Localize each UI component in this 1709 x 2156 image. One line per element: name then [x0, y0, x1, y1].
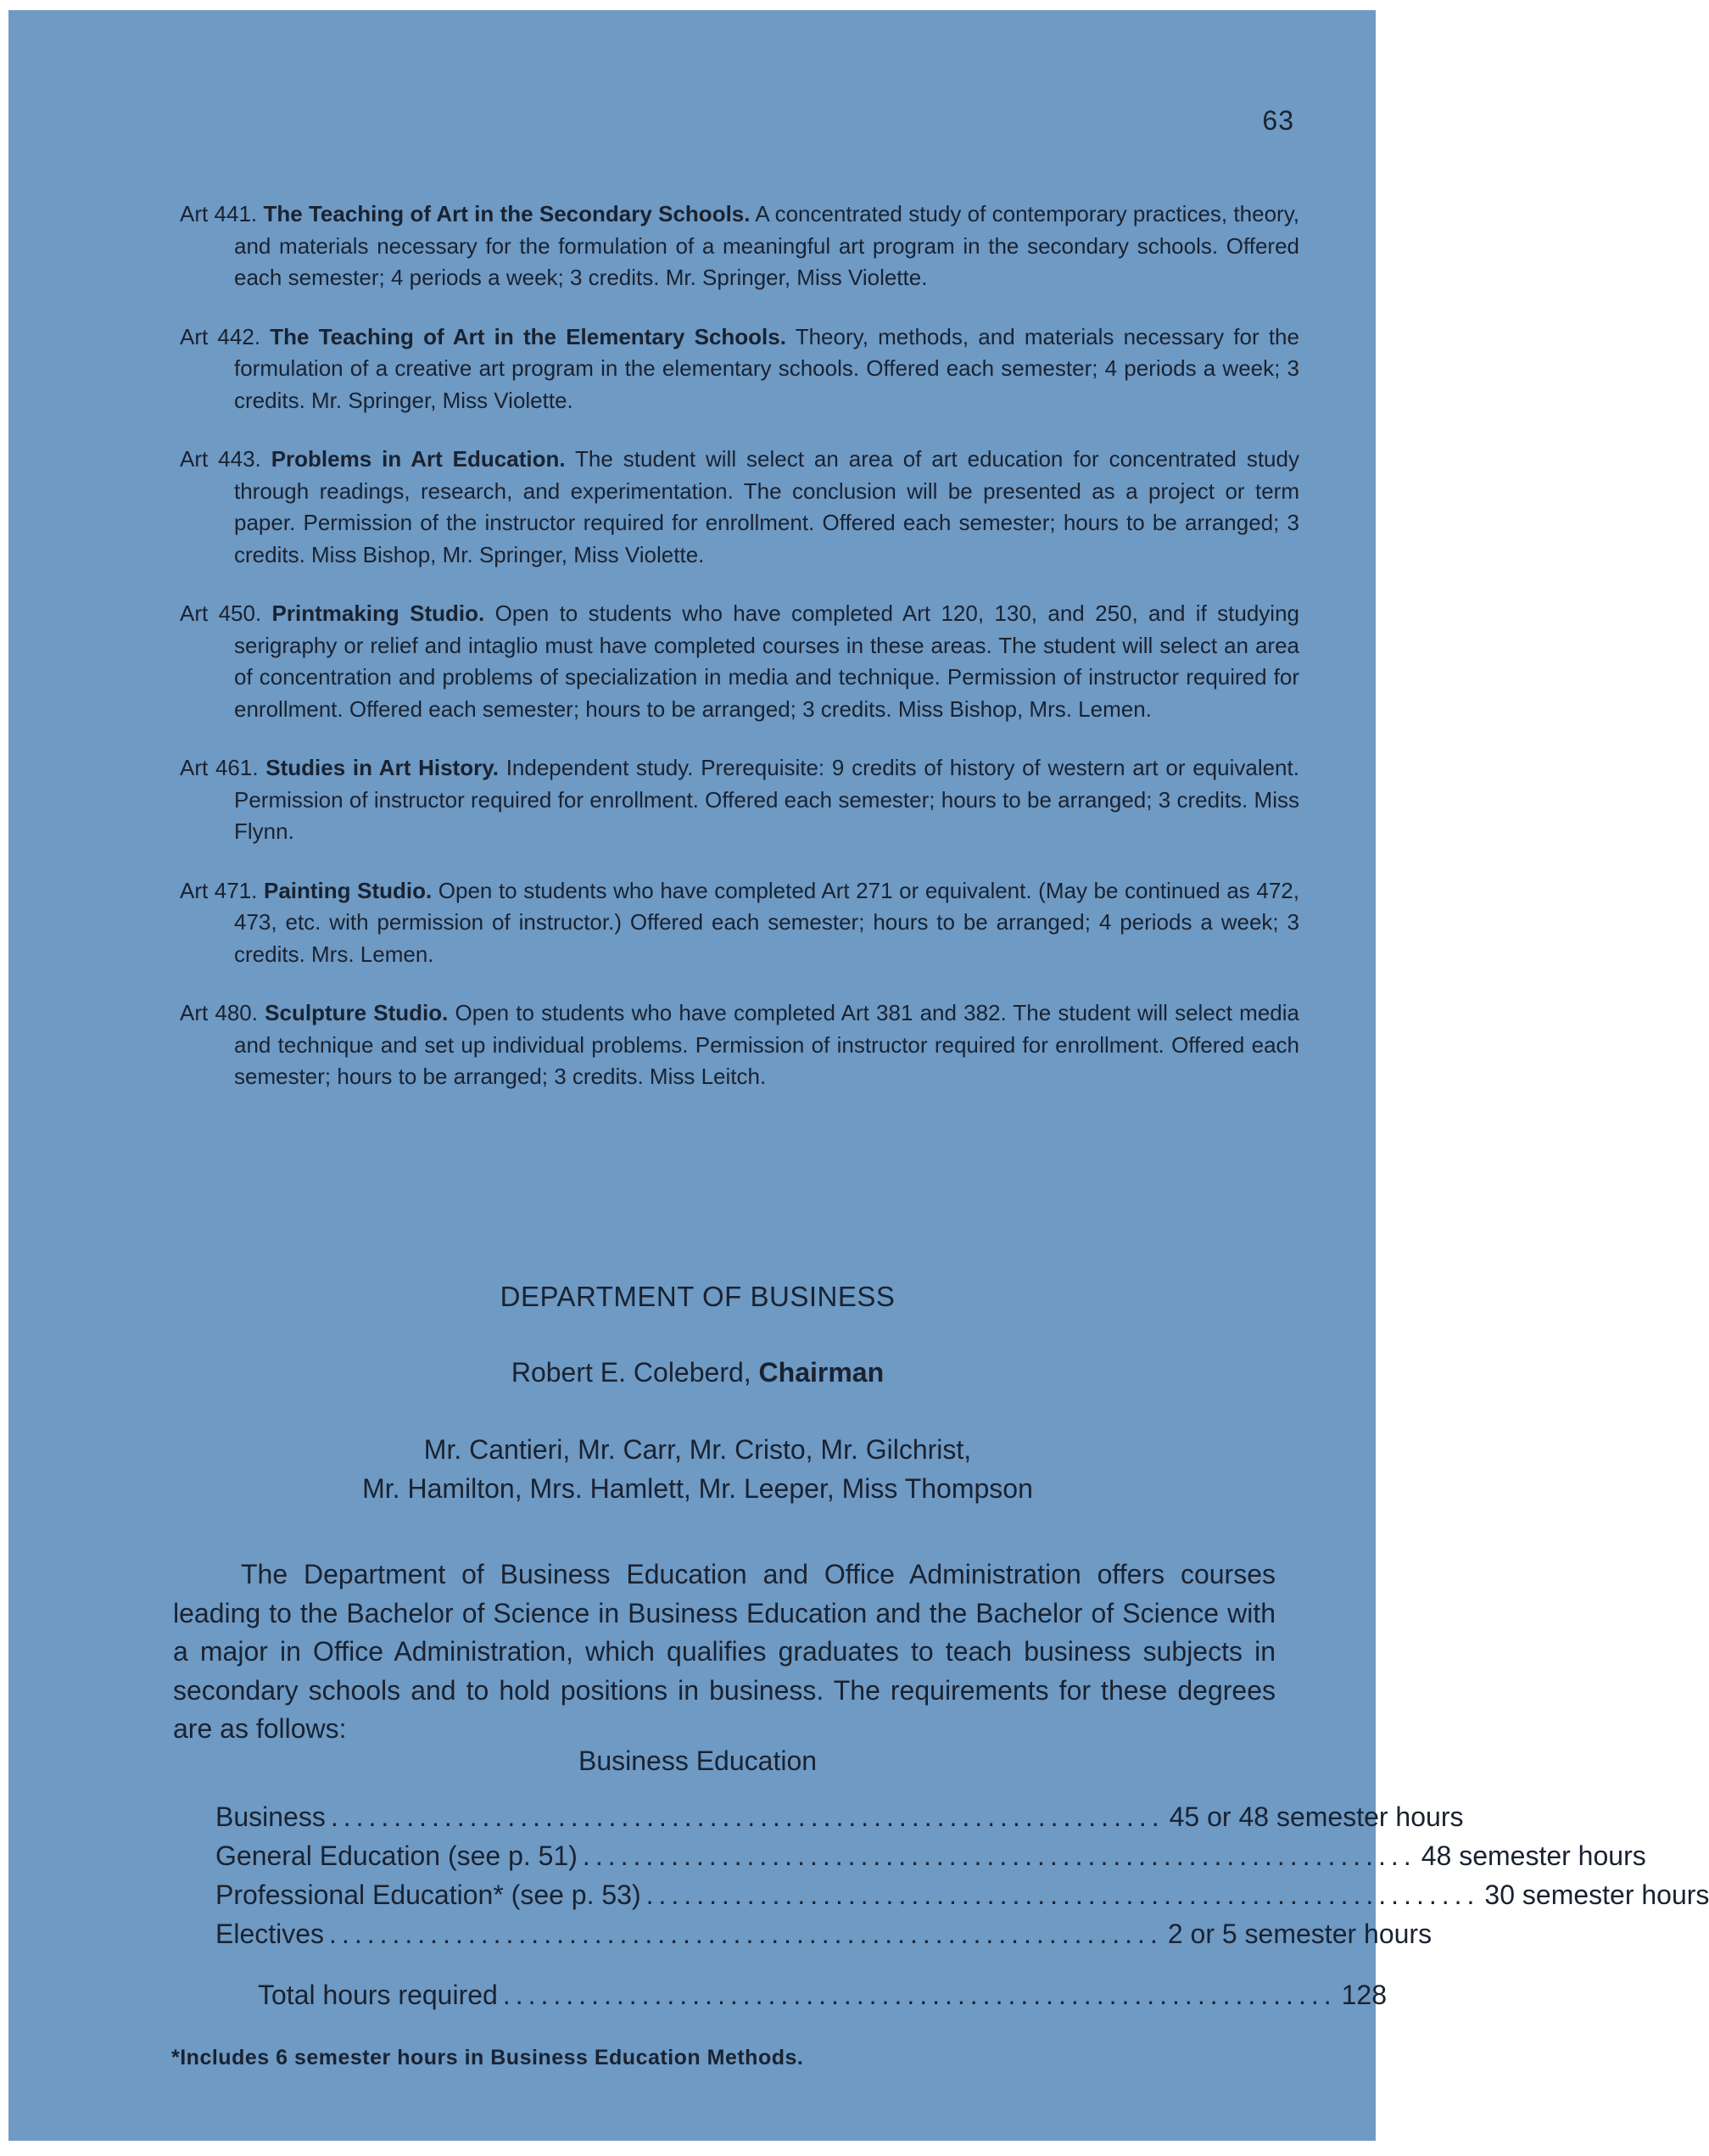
course-entry	[180, 752, 1299, 848]
footnote: *Includes 6 semester hours in Business Education Methods.	[171, 2046, 804, 2069]
course-title: The Teaching of Art in the Secondary Schools.	[263, 201, 751, 226]
requirement-label: General Education (see p. 51)	[215, 1840, 578, 1871]
requirement-value: 30 semester hours	[1484, 1880, 1709, 1910]
course-code: Art 461.	[180, 755, 259, 780]
course-description: Open to students who have completed Art 381 and 382. The student will select media and technique and set up individual problems. Permission of instructor required for enrollment. Offered each semester; hours to be arranged; 3 credits. Miss Leitch.	[234, 1000, 1299, 1089]
course-entry	[180, 321, 1299, 417]
leader-dots: ..................................................................	[582, 1840, 1416, 1871]
course-title: Sculpture Studio.	[265, 1000, 449, 1025]
course-title: Printmaking Studio.	[271, 600, 485, 626]
department-heading: DEPARTMENT OF BUSINESS	[500, 1281, 896, 1312]
course-title: Problems in Art Education.	[271, 446, 566, 472]
requirement-value: 45 or 48 semester hours	[1169, 1801, 1464, 1832]
course-description: Independent study. Prerequisite: 9 credits of history of western art or equivalent. Permission of instructor required for enrollment. Offered each semester; hours to be arranged; 3 credits. Miss Flynn.	[234, 755, 1299, 844]
faculty-list	[0, 1430, 1395, 1508]
chair-title: Chairman	[758, 1357, 885, 1388]
course-code: Art 480.	[180, 1000, 258, 1025]
total-label: Total hours required	[258, 1980, 498, 2010]
course-description: The student will select an area of art education for concentrated study through readings, research, and experimentation. The conclusion will be presented as a project or term paper. Permission of the instructor required for enrollment. Offered each semester; hours to be arranged; 3 credits. Miss Bishop, Mr. Springer, Miss Violette.	[234, 446, 1299, 567]
course-entry	[180, 875, 1299, 971]
course-code: Art 471.	[180, 877, 258, 903]
requirement-value: 2 or 5 semester hours	[1167, 1919, 1433, 1949]
course-title: Painting Studio.	[263, 877, 433, 903]
page-number: 63	[1262, 105, 1294, 136]
course-code: Art 450.	[180, 600, 262, 626]
department-intro: The Department of Business Education and Office Administration offers courses leading to the Bachelor of Science in Business Education and the Bachelor of Science with a major in Office Administration, which qualifies graduates to teach business subjects in secondary schools and to hold positions in business. The requirements for these degrees are as follows:	[173, 1559, 1276, 1744]
course-code: Art 442.	[180, 323, 261, 349]
total-hours-row	[258, 1980, 1387, 2019]
requirement-row	[215, 1840, 1646, 1880]
course-description: Open to students who have completed Art 120, 130, and 250, and if studying serigraphy or relief and intaglio must have completed courses in these areas. The student will select an area of concentration and problems of specialization in media and technique. Permission of instructor required for enrollment. Offered each semester; hours to be arranged; 3 credits. Miss Bishop, Mrs. Lemen.	[234, 600, 1299, 722]
chair-name: Robert E. Coleberd,	[511, 1357, 751, 1388]
requirement-value: 48 semester hours	[1421, 1840, 1646, 1871]
course-code: Art 441.	[180, 201, 258, 226]
leader-dots: ..................................................................	[645, 1880, 1480, 1910]
requirement-row	[258, 1980, 1387, 2019]
leader-dots: ..................................................................	[502, 1980, 1337, 2010]
course-entry	[180, 997, 1299, 1093]
department-chair	[0, 1357, 1395, 1388]
requirement-label: Business	[215, 1801, 326, 1832]
faculty-line: Mr. Cantieri, Mr. Carr, Mr. Cristo, Mr. Gilchrist,	[423, 1434, 972, 1465]
course-description: A concentrated study of contemporary practices, theory, and materials necessary for the formulation of a meaningful art program in the secondary schools. Offered each semester; 4 periods a week; 3 credits. Mr. Springer, Miss Violette.	[234, 201, 1299, 290]
course-entry	[180, 598, 1299, 725]
course-description: Theory, methods, and materials necessary for the formulation of a creative art program in the elementary schools. Offered each semester; 4 periods a week; 3 credits. Mr. Springer, Miss Violette.	[234, 323, 1299, 413]
requirement-label: Electives	[215, 1919, 325, 1949]
course-title: Studies in Art History.	[265, 755, 499, 780]
course-title: The Teaching of Art in the Elementary Schools.	[270, 323, 786, 349]
leader-dots: ..................................................................	[329, 1919, 1163, 1949]
course-list	[180, 176, 1299, 1120]
course-entry	[180, 198, 1299, 294]
requirement-row	[215, 1880, 1709, 1919]
faculty-line: Mr. Hamilton, Mrs. Hamlett, Mr. Leeper, Miss Thompson	[362, 1473, 1033, 1504]
program-subheading: Business Education	[578, 1745, 818, 1776]
course-description: Open to students who have completed Art 271 or equivalent. (May be continued as 472, 473, etc. with permission of instructor.) Offered each semester; hours to be arranged; 4 periods a week; 3 credits. Mrs. Lemen.	[234, 877, 1299, 967]
total-value: 128	[1341, 1980, 1387, 2010]
leader-dots: ..................................................................	[330, 1801, 1164, 1832]
requirement-row	[215, 1801, 1464, 1840]
requirement-label: Professional Education* (see p. 53)	[215, 1880, 641, 1910]
course-code: Art 443.	[180, 446, 261, 472]
requirements-table	[215, 1801, 1709, 1958]
course-entry	[180, 444, 1299, 571]
requirement-row	[215, 1919, 1433, 1958]
